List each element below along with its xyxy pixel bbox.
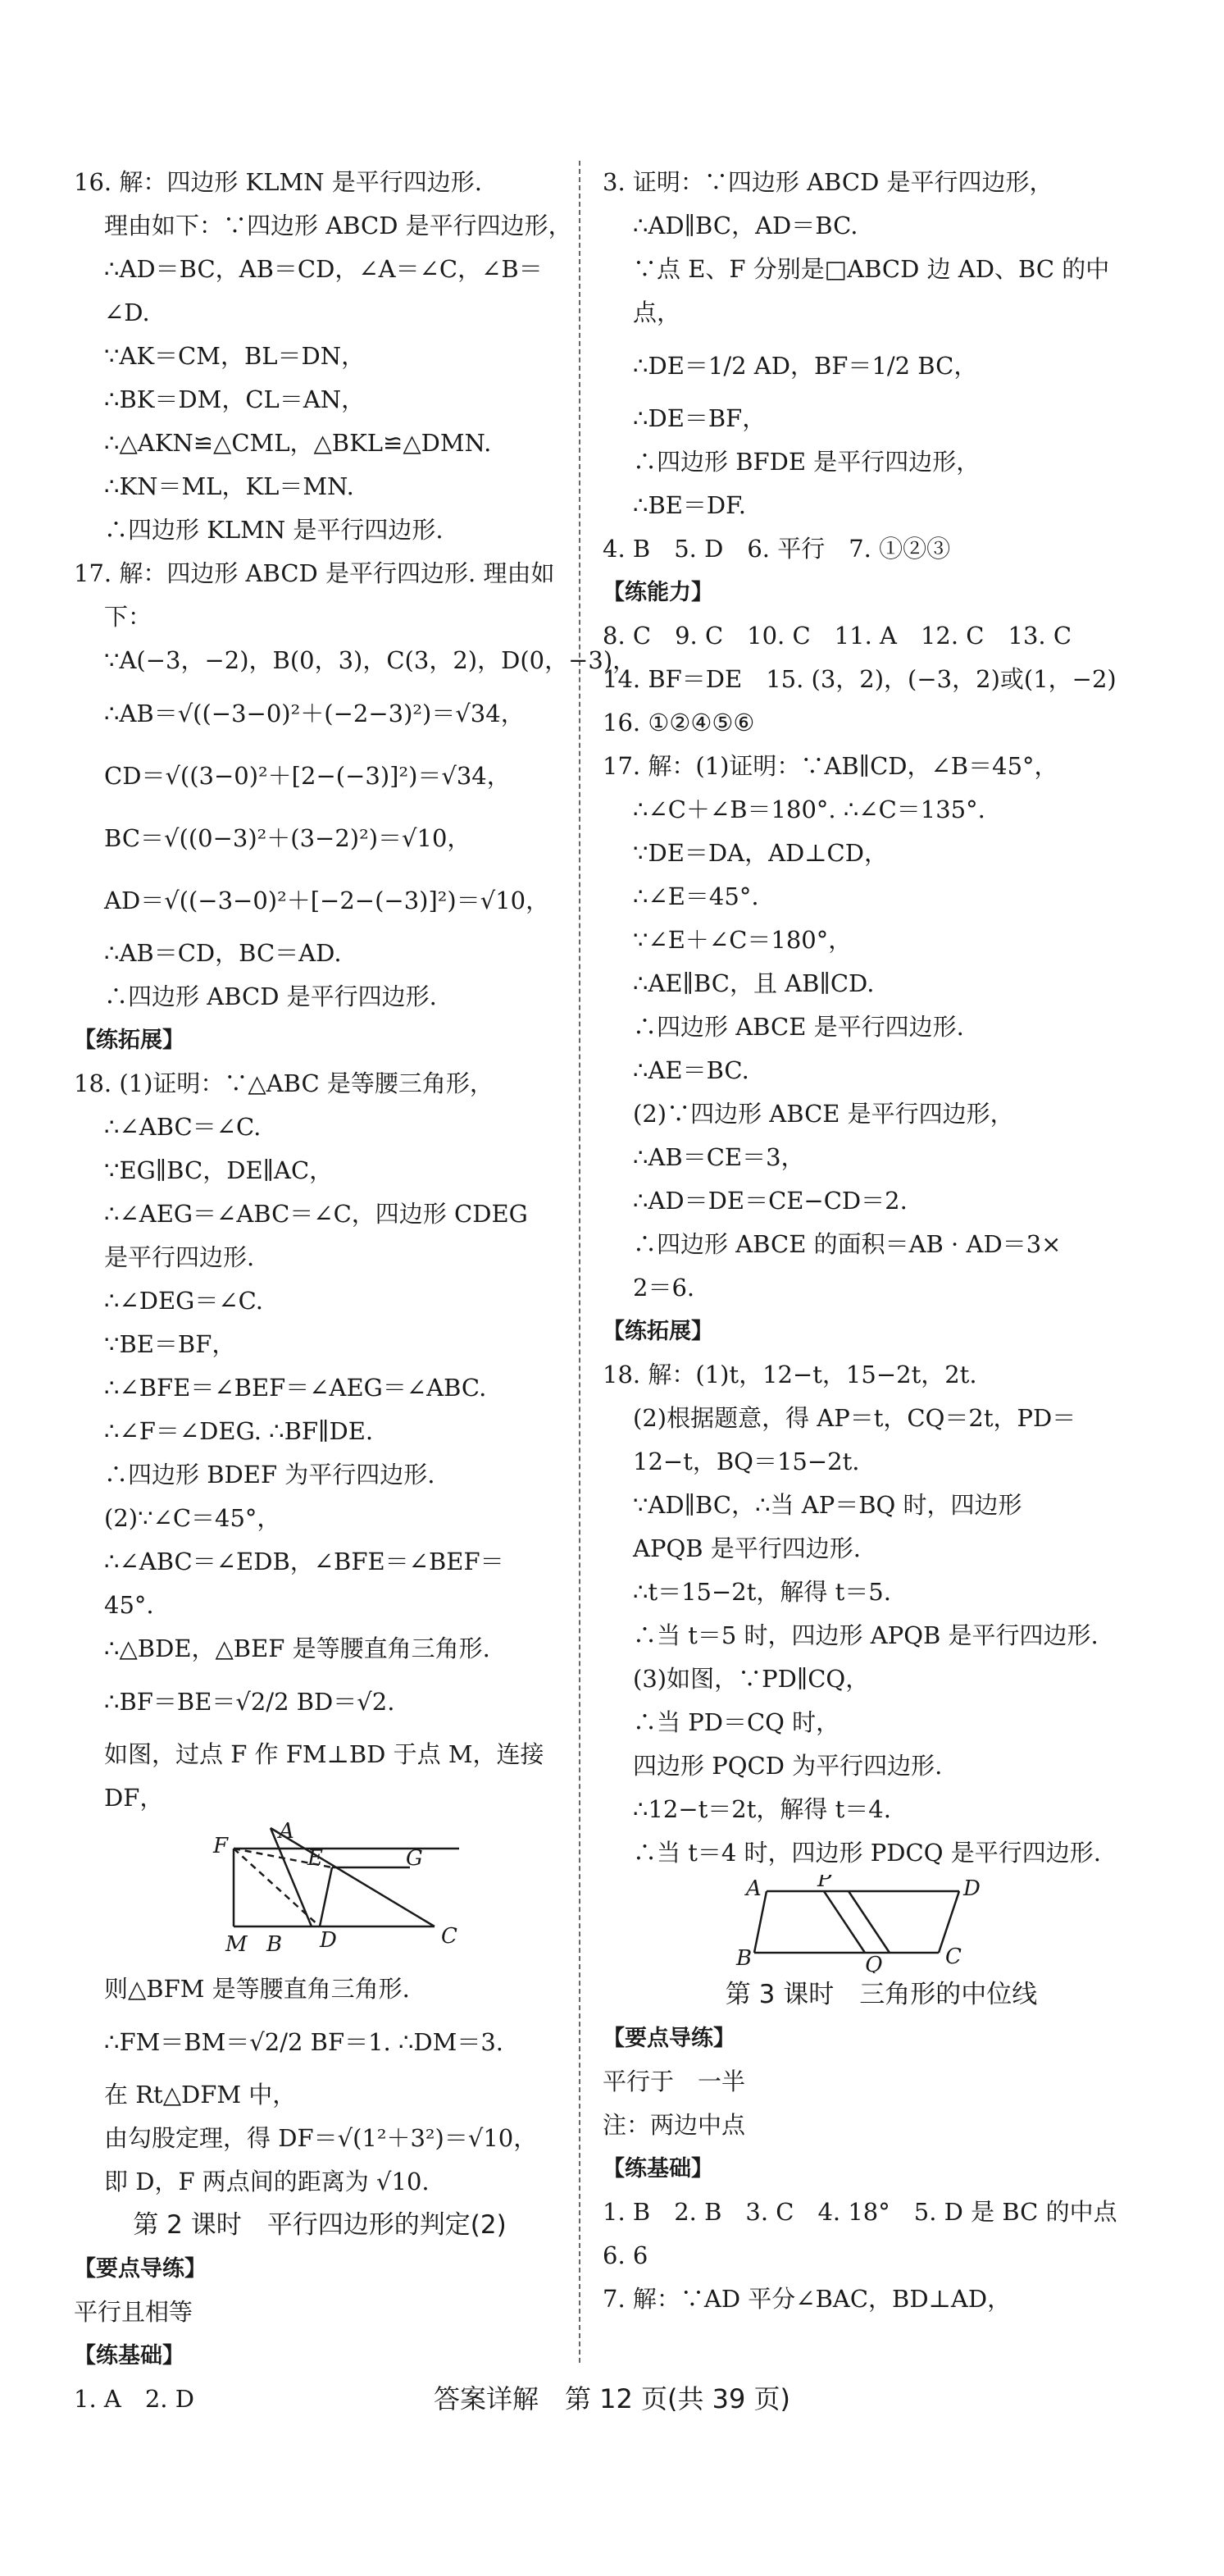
text-line: 平行于 一半	[603, 2068, 746, 2095]
text-line: ∴AD＝BC，AB＝CD，∠A＝∠C，∠B＝	[104, 255, 543, 283]
text-line: ∴△AKN≌△CML，△BKL≌△DMN.	[104, 429, 492, 457]
text-line: (3)如图，∵PD∥CQ，	[633, 1665, 870, 1693]
text-line: ∴四边形 BFDE 是平行四边形，	[633, 448, 981, 476]
formula-line: ∴BF＝BE＝√2/2 BD＝√2.	[104, 1688, 395, 1716]
formula-line: CD＝√((3−0)²＋[2−(−3)]²)＝√34，	[104, 762, 511, 790]
text-line: ∴∠ABC＝∠C.	[104, 1113, 262, 1141]
text-line: 2＝6.	[633, 1274, 695, 1302]
section-heading: 【要点导练】	[74, 2256, 207, 2282]
label-b: B	[266, 1932, 283, 1957]
section-heading: 【练能力】	[603, 580, 713, 605]
formula-line: ∴AB＝√((−3−0)²＋(−2−3)²)＝√34，	[104, 700, 525, 727]
label-d: D	[320, 1928, 337, 1953]
text-line: ∵AK＝CM，BL＝DN，	[104, 342, 366, 370]
text-line: ∴BE＝DF.	[633, 491, 747, 519]
text-line: 平行且相等	[74, 2298, 193, 2326]
text-line: DF，	[104, 1784, 164, 1812]
text-line: ∴AB＝CE＝3，	[633, 1143, 805, 1171]
answer-16-line: 16. 解：四边形 KLMN 是平行四边形.	[74, 168, 482, 196]
answers-1-5: 1. B 2. B 3. C 4. 18° 5. D 是 BC 的中点	[603, 2198, 1117, 2226]
formula-line: ∴FM＝BM＝√2/2 BF＝1. ∴DM＝3.	[104, 2028, 504, 2056]
text-line: ∴AD∥BC，AD＝BC.	[633, 212, 858, 239]
text-line: 点，	[633, 299, 681, 326]
section-heading: 【练基础】	[603, 2156, 713, 2182]
lesson-title: 第 3 课时 三角形的中位线	[725, 1980, 1038, 2009]
label-c: C	[441, 1924, 457, 1949]
page-footer: 答案详解 第 12 页(共 39 页)	[433, 2383, 791, 2414]
triangle-figure	[74, 1820, 566, 1967]
text-line: ∠D.	[104, 299, 150, 326]
geometry-diagram-1	[74, 1820, 566, 1967]
text-line: ∵点 E、F 分别是□ABCD 边 AD、BC 的中	[633, 255, 1110, 283]
answer-6: 6. 6	[603, 2241, 648, 2269]
text-line: ∵AD∥BC，∴当 AP＝BQ 时，四边形	[633, 1491, 1022, 1519]
text-line: ∴AB＝CD，BC＝AD.	[104, 939, 342, 967]
answers-8-13: 8. C 9. C 10. C 11. A 12. C 13. C	[603, 622, 1072, 650]
text-line: ∴KN＝ML，KL＝MN.	[104, 472, 354, 500]
label-a: A	[746, 1876, 762, 1901]
text-line: ∴当 t＝4 时，四边形 PDCQ 是平行四边形.	[633, 1839, 1101, 1867]
label-q: Q	[865, 1953, 883, 1973]
text-line: ∴四边形 ABCE 的面积＝AB · AD＝3×	[633, 1230, 1062, 1258]
text-line: ∴∠BFE＝∠BEF＝∠AEG＝∠ABC.	[104, 1374, 487, 1402]
text-line: ∴BK＝DM，CL＝AN，	[104, 385, 366, 413]
text-line: ∴∠AEG＝∠ABC＝∠C，四边形 CDEG	[104, 1200, 528, 1228]
text-line: (2)∵四边形 ABCE 是平行四边形，	[633, 1100, 1014, 1128]
answer-16: 16. ①②④⑤⑥	[603, 709, 755, 736]
label-c: C	[945, 1945, 962, 1969]
text-line: ∴AD＝DE＝CE−CD＝2.	[633, 1187, 908, 1215]
text-line: 四边形 PQCD 为平行四边形.	[633, 1752, 943, 1780]
text-line: 1. A 2. D	[74, 2385, 194, 2413]
label-b: B	[736, 1946, 753, 1971]
text-line: 12−t，BQ＝15−2t.	[633, 1448, 860, 1475]
answer-3-line: 3. 证明：∵四边形 ABCD 是平行四边形，	[603, 168, 1053, 196]
text-line: 下：	[104, 603, 152, 631]
answers-4-7: 4. B 5. D 6. 平行 7. ①②③	[603, 535, 951, 563]
text-line: ∵EG∥BC，DE∥AC，	[104, 1156, 334, 1184]
text-line: 在 Rt△DFM 中，	[104, 2081, 297, 2109]
text-line: 即 D，F 两点间的距离为 √10.	[104, 2168, 430, 2195]
right-column	[603, 161, 1160, 2321]
text-line: (2)∵∠C＝45°，	[104, 1504, 281, 1532]
section-heading: 【练拓展】	[74, 1028, 184, 1053]
text-line: ∴t＝15−2t，解得 t＝5.	[633, 1578, 891, 1606]
text-line: ∵∠E＋∠C＝180°，	[633, 926, 853, 954]
answer-17-line: 17. 解：(1)证明：∵AB∥CD，∠B＝45°，	[603, 752, 1058, 780]
text-line: ∴△BDE，△BEF 是等腰直角三角形.	[104, 1635, 490, 1662]
parallelogram-figure	[603, 1875, 1160, 1973]
formula-line: AD＝√((−3−0)²＋[−2−(−3)]²)＝√10，	[104, 887, 550, 914]
label-g: G	[406, 1846, 423, 1871]
text-line: 45°.	[104, 1591, 154, 1619]
text-line: 由勾股定理，得 DF＝√(1²＋3²)＝√10，	[104, 2124, 538, 2152]
text-line: ∴当 t＝5 时，四边形 APQB 是平行四边形.	[633, 1621, 1099, 1649]
text-line: ∴AE∥BC，且 AB∥CD.	[633, 969, 875, 997]
text-line: (2)根据题意，得 AP＝t，CQ＝2t，PD＝	[633, 1404, 1076, 1432]
text-line: ∴四边形 KLMN 是平行四边形.	[104, 516, 444, 544]
text-line: 注：两边中点	[603, 2111, 746, 2139]
answer-17-line: 17. 解：四边形 ABCD 是平行四边形. 理由如	[74, 559, 555, 587]
formula-line: BC＝√((0−3)²＋(3−2)²)＝√10，	[104, 824, 471, 852]
text-line: ∴∠C＋∠B＝180°. ∴∠C＝135°.	[633, 796, 985, 823]
text-line: ∵DE＝DA，AD⊥CD，	[633, 839, 888, 867]
section-heading: 【要点导练】	[603, 2026, 735, 2051]
label-m: M	[225, 1932, 248, 1957]
text-line: ∴12−t＝2t，解得 t＝4.	[633, 1795, 891, 1823]
text-line: ∴∠E＝45°.	[633, 882, 759, 910]
label-f: F	[213, 1834, 229, 1858]
text-line: 理由如下：∵四边形 ABCD 是平行四边形，	[104, 212, 572, 239]
text-line: ∴当 PD＝CQ 时，	[633, 1708, 840, 1736]
text-line: ∵BE＝BF，	[104, 1330, 236, 1358]
answer-18-line: 18. 解：(1)t，12−t，15−2t，2t.	[603, 1361, 977, 1388]
label-a: A	[279, 1820, 294, 1844]
text-line: ∴四边形 BDEF 为平行四边形.	[104, 1461, 435, 1489]
text-line: 则△BFM 是等腰直角三角形.	[104, 1975, 410, 2003]
text-line: ∴∠DEG＝∠C.	[104, 1287, 264, 1315]
label-e: E	[307, 1846, 323, 1871]
label-p: P	[817, 1875, 832, 1892]
answers-14-15: 14. BF＝DE 15. (3，2)，(−3，2)或(1，−2)	[603, 665, 1117, 693]
section-heading: 【练基础】	[74, 2343, 184, 2369]
text-line: ∴AE＝BC.	[633, 1056, 749, 1084]
section-heading: 【练拓展】	[603, 1319, 713, 1344]
text-line: ∴四边形 ABCD 是平行四边形.	[104, 983, 437, 1010]
text-line: ∴∠ABC＝∠EDB，∠BFE＝∠BEF＝	[104, 1548, 504, 1575]
column-divider	[579, 161, 580, 2363]
label-d: D	[963, 1876, 981, 1901]
formula-line: ∴DE＝1/2 AD，BF＝1/2 BC，	[633, 352, 978, 380]
answer-7-line: 7. 解：∵AD 平分∠BAC，BD⊥AD，	[603, 2285, 1012, 2313]
answer-18-line: 18. (1)证明：∵△ABC 是等腰三角形，	[74, 1069, 494, 1097]
text-line: 是平行四边形.	[104, 1243, 255, 1271]
text-line: ∵A(−3，−2)，B(0，3)，C(3，2)，D(0，−3)，	[104, 646, 637, 674]
lesson-title: 第 2 课时 平行四边形的判定(2)	[133, 2210, 507, 2240]
text-line: ∴DE＝BF，	[633, 404, 767, 432]
text-line: 如图，过点 F 作 FM⊥BD 于点 M，连接	[104, 1740, 544, 1768]
text-line: ∴四边形 ABCE 是平行四边形.	[633, 1013, 964, 1041]
geometry-diagram-2	[603, 1875, 1160, 1973]
text-line: ∴∠F＝∠DEG. ∴BF∥DE.	[104, 1417, 374, 1445]
text-line: APQB 是平行四边形.	[633, 1534, 861, 1562]
